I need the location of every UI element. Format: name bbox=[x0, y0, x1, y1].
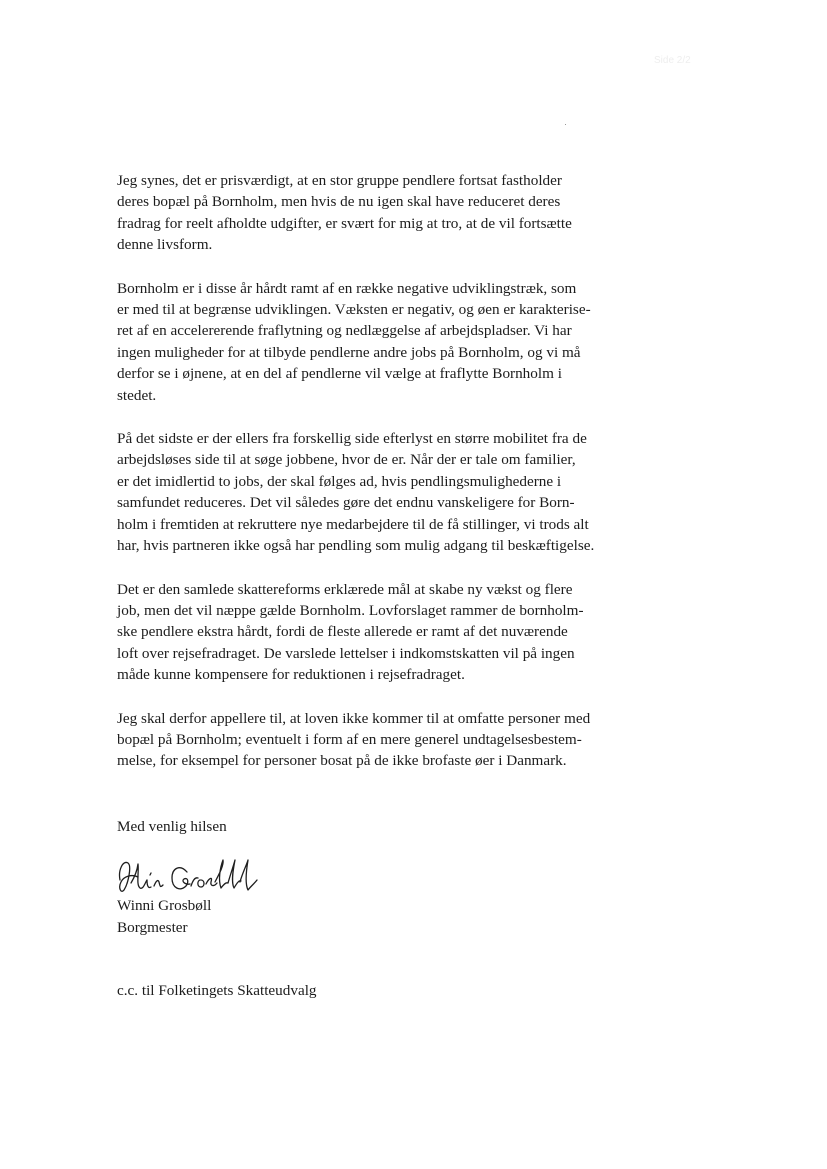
text-line: denne livsform. bbox=[117, 236, 213, 254]
paragraph-3 bbox=[117, 428, 627, 556]
letter-body bbox=[117, 170, 627, 794]
text-line: På det sidste er der ellers fra forskellig side efterlyst en større mobilitet fra de bbox=[117, 430, 587, 448]
signatory-title: Borgmester bbox=[117, 918, 188, 936]
text-line: loft over rejsefradraget. De varslede lettelser i indkomstskatten vil på ingen bbox=[117, 644, 575, 662]
text-line: holm i fremtiden at rekruttere nye medarbejdere til de få stillinger, vi trods alt bbox=[117, 515, 589, 533]
handwritten-signature bbox=[114, 850, 264, 898]
page-number: Side 2/2 bbox=[654, 55, 691, 66]
text-line: deres bopæl på Bornholm, men hvis de nu igen skal have reduceret deres bbox=[117, 193, 561, 211]
carbon-copy-line: c.c. til Folketingets Skatteudvalg bbox=[117, 982, 317, 999]
text-line: fradrag for reelt afholdte udgifter, er svært for mig at tro, at de vil fortsætte bbox=[117, 214, 572, 232]
closing-salutation: Med venlig hilsen bbox=[117, 818, 227, 835]
signatory-name: Winni Grosbøll bbox=[117, 897, 212, 914]
paragraph-5 bbox=[117, 708, 627, 772]
text-line: måde kunne kompensere for reduktionen i rejsefradraget. bbox=[117, 666, 465, 684]
text-line: samfundet reduceres. Det vil således gøre det endnu vanskeligere for Born- bbox=[117, 494, 575, 512]
text-line: job, men det vil næppe gælde Bornholm. Lovforslaget rammer de bornholm- bbox=[117, 601, 584, 619]
text-line: har, hvis partneren ikke også har pendling som mulig adgang til beskæftigelse. bbox=[117, 537, 595, 555]
text-line: stedet. bbox=[117, 386, 157, 404]
paragraph-4 bbox=[117, 579, 627, 686]
text-line: Det er den samlede skattereforms erklærede mål at skabe ny vækst og flere bbox=[117, 580, 573, 598]
text-line: Jeg synes, det er prisværdigt, at en stor gruppe pendlere fortsat fastholder bbox=[117, 172, 562, 189]
paragraph-2 bbox=[117, 278, 627, 406]
text-line: arbejdsløses side til at søge jobbene, hvor de er. Når der er tale om familier, bbox=[117, 451, 576, 469]
text-line: er med til at begrænse udviklingen. Væksten er negativ, og øen er karakterise- bbox=[117, 301, 591, 319]
text-line: Jeg skal derfor appellere til, at loven ikke kommer til at omfatte personer med bbox=[117, 709, 591, 727]
text-line: ske pendlere ekstra hårdt, fordi de fleste allerede er ramt af det nuværende bbox=[117, 623, 568, 641]
text-line: melse, for eksempel for personer bosat på de ikke brofaste øer i Danmark. bbox=[117, 752, 567, 770]
signature-block bbox=[117, 895, 211, 938]
text-line: derfor se i øjnene, at en del af pendlerne vil vælge at fraflytte Bornholm i bbox=[117, 365, 562, 383]
text-line: bopæl på Bornholm; eventuelt i form af en mere generel undtagelsesbestem- bbox=[117, 730, 582, 748]
paragraph-1 bbox=[117, 170, 627, 256]
text-line: er det imidlertid to jobs, der skal følges ad, hvis pendlingsmulighederne i bbox=[117, 472, 562, 490]
text-line: Bornholm er i disse år hårdt ramt af en række negative udviklingstræk, som bbox=[117, 279, 577, 297]
text-line: ret af en accelererende fraflytning og nedlæggelse af arbejdspladser. Vi har bbox=[117, 322, 572, 340]
text-line: ingen muligheder for at tilbyde pendlerne andre jobs på Bornholm, og vi må bbox=[117, 343, 581, 361]
scan-speck bbox=[565, 124, 566, 125]
